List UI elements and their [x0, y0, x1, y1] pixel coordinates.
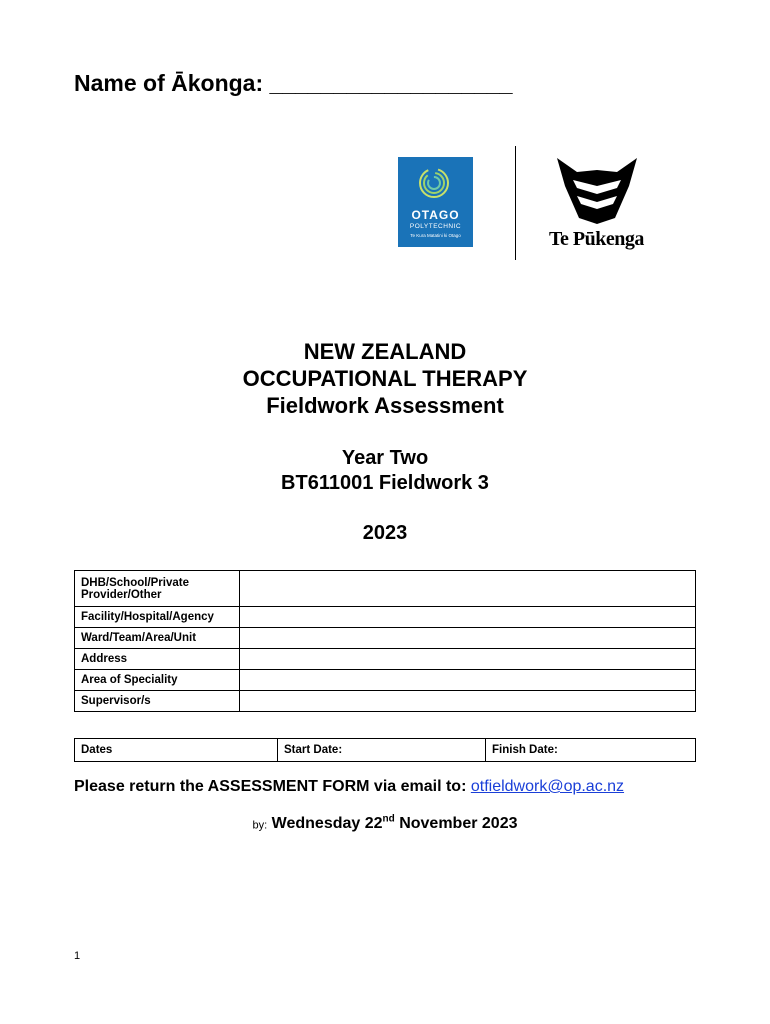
course-line: BT611001 Fieldwork 3 [281, 472, 489, 494]
row-value-field[interactable] [240, 649, 696, 670]
due-date-suffix: nd [382, 814, 395, 825]
finish-date-field[interactable]: Finish Date: [486, 739, 696, 762]
row-value-field[interactable] [240, 628, 696, 649]
akonga-name-field: Name of Ākonga: ___________________ [74, 70, 513, 96]
due-date-line [0, 814, 770, 833]
course-info [0, 446, 770, 496]
otago-logo-line1: OTAGO [411, 208, 460, 222]
title-line-2: OCCUPATIONAL THERAPY [242, 366, 528, 391]
table-row [75, 628, 696, 649]
return-instructions [74, 778, 624, 796]
row-value-field[interactable] [240, 571, 696, 607]
return-text: Please return the ASSESSMENT FORM via email to: [74, 778, 467, 795]
due-date-month-year: November 2023 [394, 815, 518, 833]
dates-table [74, 738, 696, 762]
start-date-field[interactable]: Start Date: [278, 739, 486, 762]
by-label: by: [252, 819, 268, 832]
title-line-1: NEW ZEALAND [303, 339, 467, 364]
row-label: Ward/Team/Area/Unit [75, 628, 240, 649]
row-label: Address [75, 649, 240, 670]
table-row [75, 739, 696, 762]
otago-logo-line2: POLYTECHNIC [409, 223, 462, 230]
table-row [75, 691, 696, 712]
due-date [272, 815, 518, 832]
row-value-field[interactable] [240, 691, 696, 712]
row-label: Supervisor/s [75, 691, 240, 712]
email-link[interactable]: otfieldwork@op.ac.nz [470, 778, 625, 795]
otago-ring-icon [417, 166, 451, 200]
title-line-3: Fieldwork Assessment [266, 393, 504, 418]
year-line: Year Two [341, 447, 429, 469]
row-label: Facility/Hospital/Agency [75, 607, 240, 628]
page-number: 1 [74, 950, 81, 962]
placement-info-table [74, 570, 696, 712]
document-title [0, 338, 770, 419]
year-label: 2023 [362, 522, 408, 544]
row-label: Area of Speciality [75, 670, 240, 691]
table-row [75, 607, 696, 628]
table-row [75, 571, 696, 607]
te-pukenga-wordmark: Te Pūkenga [549, 228, 644, 250]
row-value-field[interactable] [240, 607, 696, 628]
logo-divider [515, 146, 516, 260]
table-row [75, 649, 696, 670]
te-pukenga-emblem-icon [555, 156, 639, 226]
row-value-field[interactable] [240, 670, 696, 691]
otago-polytechnic-logo [398, 157, 473, 247]
table-row [75, 670, 696, 691]
row-label: DHB/School/Private Provider/Other [75, 571, 240, 607]
due-date-day: Wednesday 22 [271, 815, 383, 833]
otago-logo-line3: Te Kura Matatini ki Otago [410, 233, 461, 238]
dates-label: Dates [75, 739, 278, 762]
